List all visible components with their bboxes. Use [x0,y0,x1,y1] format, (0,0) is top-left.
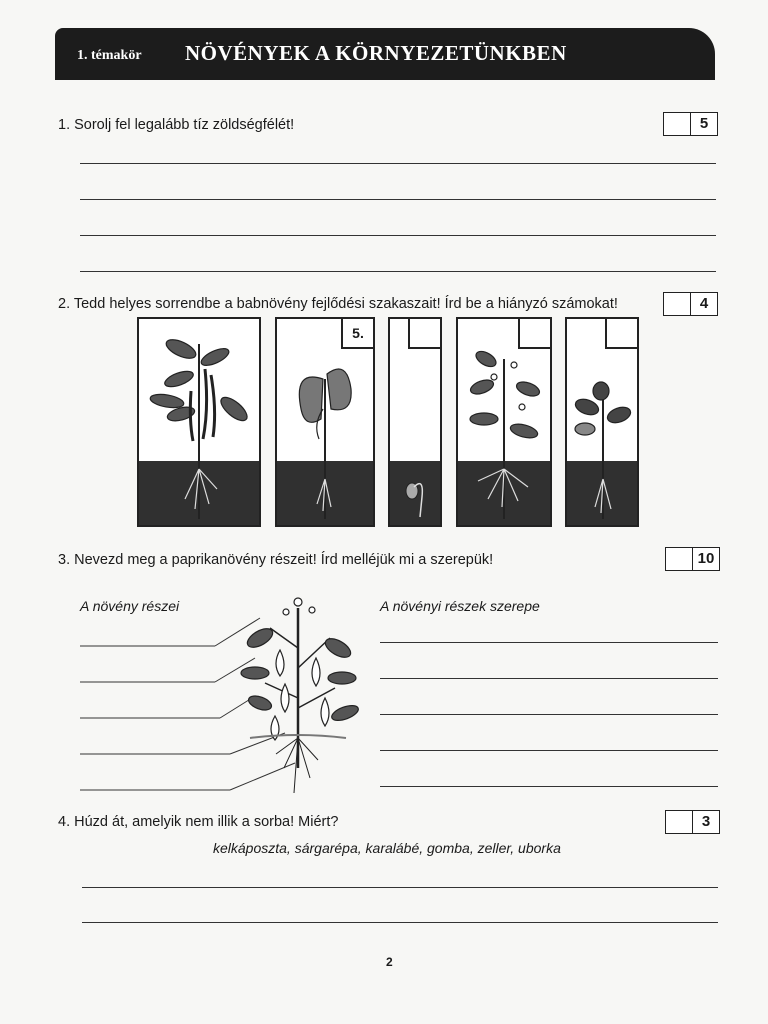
question-2-score-box[interactable] [663,292,718,316]
answer-line[interactable] [380,750,718,751]
question-4-text: 4. Húzd át, amelyik nem illik a sorba! Miért? [58,814,339,830]
answer-line[interactable] [80,199,716,200]
answer-line[interactable] [82,922,718,923]
answer-line[interactable] [80,271,716,272]
topic-number: 1. témakör [77,48,142,63]
question-4-score-box[interactable] [665,810,720,834]
question-1-text: 1. Sorolj fel legalább tíz zöldségfélét! [58,117,295,133]
plant-parts-heading: A növény részei [80,598,180,614]
max-points: 4 [699,295,709,312]
vegetable-list[interactable]: kelkáposzta, sárgarépa, karalábé, gomba, zeller, uborka [213,840,561,856]
stage-number-box[interactable]: 5. [341,319,373,349]
bean-stage-panel-1 [137,317,261,527]
answer-line[interactable] [380,678,718,679]
pepper-plant-icon [80,588,370,810]
question-3-score-box[interactable] [665,547,720,571]
topic-banner [55,28,715,80]
score-entry[interactable] [664,293,691,315]
sprouting-bean-seed-icon [390,319,440,525]
bean-stage-panel-5 [565,317,639,527]
max-points: 5 [699,115,709,132]
max-points: 10 [697,550,715,567]
answer-line[interactable] [80,163,716,164]
stage-number-box[interactable] [518,319,550,349]
question-1-score-box[interactable] [663,112,718,136]
answer-line[interactable] [380,714,718,715]
young-bean-plant-icon [567,319,637,525]
withered-bean-plant-icon [277,319,373,525]
answer-line[interactable] [80,235,716,236]
bean-stage-panel-4 [456,317,552,527]
flowering-bean-plant-icon [458,319,550,525]
max-points: 3 [701,813,711,830]
answer-line[interactable] [82,887,718,888]
question-2-text: 2. Tedd helyes sorrendbe a babnövény fejlődési szakaszait! Írd be a hiányzó számokat! [58,296,618,312]
stage-number-box[interactable] [408,319,440,349]
score-entry[interactable] [666,811,693,833]
plant-functions-heading: A növényi részek szerepe [380,598,540,614]
answer-line[interactable] [380,786,718,787]
flowering-bean-plant-with-pods-icon [139,319,259,525]
topic-title: NÖVÉNYEK A KÖRNYEZETÜNKBEN [185,41,567,65]
bean-stage-panel-3 [388,317,442,527]
page-number: 2 [386,955,393,969]
score-entry[interactable] [666,548,693,570]
bean-stage-panel-2 [275,317,375,527]
stage-number-box[interactable] [605,319,637,349]
score-entry[interactable] [664,113,691,135]
question-3-text: 3. Nevezd meg a paprikanövény részeit! Írd melléjük mi a szerepük! [58,552,494,568]
answer-line[interactable] [380,642,718,643]
